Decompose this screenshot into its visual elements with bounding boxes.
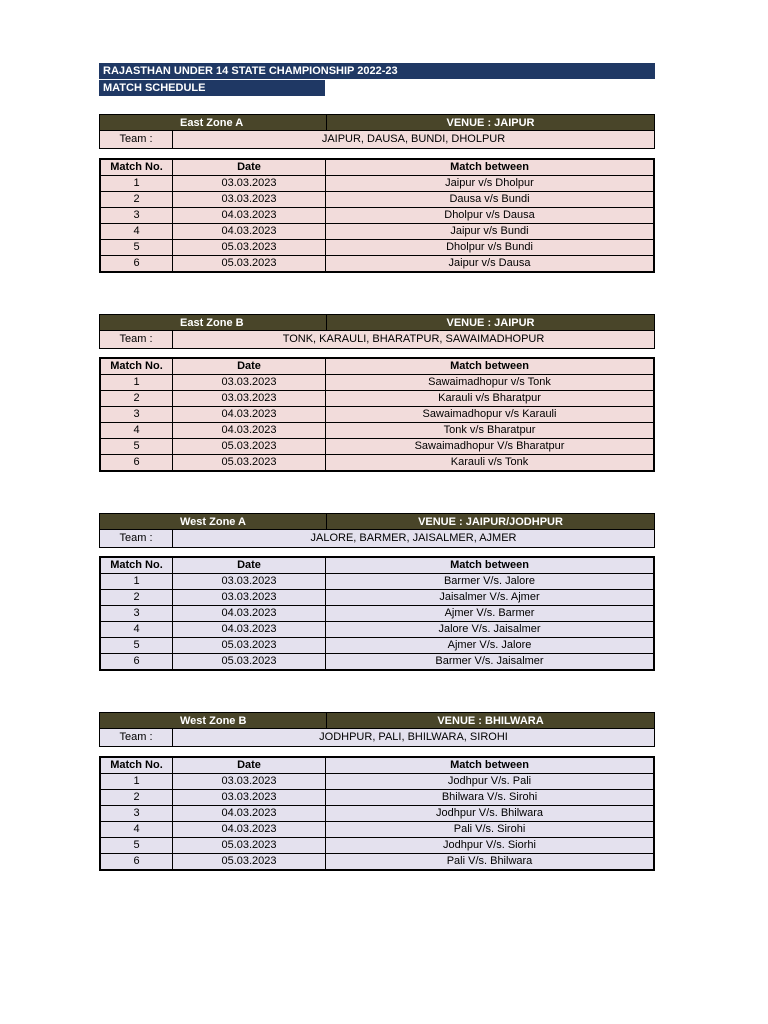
cell-match-no: 5 — [100, 638, 173, 654]
cell-match-between: Bhilwara V/s. Sirohi — [326, 790, 655, 806]
cell-match-no: 6 — [100, 455, 173, 472]
table-row — [100, 654, 654, 671]
cell-date: 03.03.2023 — [173, 375, 326, 391]
cell-match-between: Sawaimadhopur V/s Bharatpur — [326, 439, 655, 455]
zone-header — [99, 314, 655, 331]
cell-match-no: 2 — [100, 590, 173, 606]
table-row — [100, 838, 654, 854]
table-row — [100, 574, 654, 590]
cell-match-no: 1 — [100, 574, 173, 590]
header-date: Date — [173, 557, 326, 574]
zone-venue: VENUE : JAIPUR/JODHPUR — [326, 514, 654, 529]
cell-date: 04.03.2023 — [173, 423, 326, 439]
header-date: Date — [173, 358, 326, 375]
cell-date: 05.03.2023 — [173, 256, 326, 273]
cell-match-between: Sawaimadhopur v/s Tonk — [326, 375, 655, 391]
table-row — [100, 790, 654, 806]
cell-match-no: 3 — [100, 606, 173, 622]
cell-match-no: 6 — [100, 256, 173, 273]
zone-header — [99, 513, 655, 530]
table-header-row — [100, 757, 654, 774]
cell-match-between: Dausa v/s Bundi — [326, 192, 655, 208]
cell-match-between: Karauli v/s Bharatpur — [326, 391, 655, 407]
page-title: RAJASTHAN UNDER 14 STATE CHAMPIONSHIP 2022-23 — [99, 63, 655, 79]
zone-venue: VENUE : JAIPUR — [326, 115, 654, 130]
cell-match-no: 2 — [100, 790, 173, 806]
table-row — [100, 176, 654, 192]
table-row — [100, 590, 654, 606]
cell-match-between: Jaipur v/s Dausa — [326, 256, 655, 273]
cell-match-no: 4 — [100, 423, 173, 439]
table-row — [100, 407, 654, 423]
cell-match-between: Dholpur v/s Bundi — [326, 240, 655, 256]
cell-date: 04.03.2023 — [173, 622, 326, 638]
cell-match-between: Jodhpur V/s. Bhilwara — [326, 806, 655, 822]
cell-match-between: Jodhpur V/s. Pali — [326, 774, 655, 790]
cell-match-between: Karauli v/s Tonk — [326, 455, 655, 472]
zone-venue: VENUE : JAIPUR — [326, 315, 654, 330]
team-label: Team : — [100, 131, 173, 148]
header-match-between: Match between — [326, 557, 655, 574]
table-row — [100, 192, 654, 208]
zone-name: East Zone A — [180, 117, 244, 129]
team-row — [99, 331, 655, 349]
team-row — [99, 729, 655, 747]
cell-match-no: 6 — [100, 854, 173, 871]
cell-date: 05.03.2023 — [173, 654, 326, 671]
team-label: Team : — [100, 729, 173, 746]
cell-date: 05.03.2023 — [173, 240, 326, 256]
cell-date: 03.03.2023 — [173, 590, 326, 606]
table-header-row — [100, 358, 654, 375]
cell-date: 04.03.2023 — [173, 606, 326, 622]
match-table — [99, 158, 655, 273]
header-match-between: Match between — [326, 159, 655, 176]
cell-match-between: Sawaimadhopur v/s Karauli — [326, 407, 655, 423]
cell-date: 03.03.2023 — [173, 192, 326, 208]
cell-date: 03.03.2023 — [173, 790, 326, 806]
header-date: Date — [173, 757, 326, 774]
table-row — [100, 622, 654, 638]
cell-date: 05.03.2023 — [173, 455, 326, 472]
header-match-no: Match No. — [100, 757, 173, 774]
cell-date: 03.03.2023 — [173, 574, 326, 590]
cell-match-no: 3 — [100, 407, 173, 423]
zone-header — [99, 114, 655, 131]
table-row — [100, 375, 654, 391]
table-row — [100, 806, 654, 822]
table-row — [100, 606, 654, 622]
zone-east-b — [99, 314, 655, 468]
table-row — [100, 391, 654, 407]
team-row — [99, 131, 655, 149]
cell-match-no: 5 — [100, 240, 173, 256]
cell-match-no: 3 — [100, 208, 173, 224]
cell-match-between: Pali V/s. Bhilwara — [326, 854, 655, 871]
cell-match-between: Tonk v/s Bharatpur — [326, 423, 655, 439]
table-header-row — [100, 557, 654, 574]
cell-date: 03.03.2023 — [173, 176, 326, 192]
table-row — [100, 224, 654, 240]
header-date: Date — [173, 159, 326, 176]
table-row — [100, 439, 654, 455]
cell-match-no: 1 — [100, 375, 173, 391]
cell-match-between: Jalore V/s. Jaisalmer — [326, 622, 655, 638]
cell-match-no: 5 — [100, 838, 173, 854]
table-row — [100, 638, 654, 654]
cell-match-between: Barmer V/s. Jaisalmer — [326, 654, 655, 671]
cell-match-between: Dholpur v/s Dausa — [326, 208, 655, 224]
header-match-no: Match No. — [100, 557, 173, 574]
team-list: JODHPUR, PALI, BHILWARA, SIROHI — [319, 731, 508, 743]
cell-date: 05.03.2023 — [173, 638, 326, 654]
zone-header — [99, 712, 655, 729]
match-table — [99, 556, 655, 671]
cell-match-between: Ajmer V/s. Jalore — [326, 638, 655, 654]
cell-date: 03.03.2023 — [173, 391, 326, 407]
cell-date: 04.03.2023 — [173, 822, 326, 838]
match-table — [99, 756, 655, 871]
cell-match-no: 1 — [100, 176, 173, 192]
cell-match-no: 4 — [100, 822, 173, 838]
cell-match-no: 2 — [100, 192, 173, 208]
table-row — [100, 822, 654, 838]
cell-match-no: 4 — [100, 224, 173, 240]
zone-venue: VENUE : BHILWARA — [326, 713, 654, 728]
cell-match-no: 1 — [100, 774, 173, 790]
table-row — [100, 208, 654, 224]
header-match-no: Match No. — [100, 159, 173, 176]
team-label: Team : — [100, 530, 173, 547]
header-match-no: Match No. — [100, 358, 173, 375]
table-row — [100, 256, 654, 273]
team-label: Team : — [100, 331, 173, 348]
cell-match-no: 2 — [100, 391, 173, 407]
cell-match-no: 4 — [100, 622, 173, 638]
zone-name: East Zone B — [180, 317, 244, 329]
table-header-row — [100, 159, 654, 176]
cell-match-between: Jodhpur V/s. Siorhi — [326, 838, 655, 854]
cell-match-between: Barmer V/s. Jalore — [326, 574, 655, 590]
header-match-between: Match between — [326, 757, 655, 774]
header-match-between: Match between — [326, 358, 655, 375]
cell-date: 05.03.2023 — [173, 854, 326, 871]
cell-date: 03.03.2023 — [173, 774, 326, 790]
zone-name: West Zone A — [180, 516, 247, 528]
cell-match-no: 5 — [100, 439, 173, 455]
cell-match-between: Jaipur v/s Bundi — [326, 224, 655, 240]
zone-west-a — [99, 513, 655, 667]
cell-match-between: Ajmer V/s. Barmer — [326, 606, 655, 622]
cell-date: 04.03.2023 — [173, 208, 326, 224]
table-row — [100, 854, 654, 871]
cell-date: 04.03.2023 — [173, 407, 326, 423]
cell-match-between: Jaisalmer V/s. Ajmer — [326, 590, 655, 606]
zone-name: West Zone B — [180, 715, 247, 727]
zone-west-b — [99, 712, 655, 867]
cell-match-between: Pali V/s. Sirohi — [326, 822, 655, 838]
match-table — [99, 357, 655, 472]
team-list: TONK, KARAULI, BHARATPUR, SAWAIMADHOPUR — [282, 333, 545, 345]
cell-match-no: 6 — [100, 654, 173, 671]
table-row — [100, 423, 654, 439]
table-row — [100, 455, 654, 472]
page-subtitle: MATCH SCHEDULE — [99, 80, 325, 96]
cell-match-between: Jaipur v/s Dholpur — [326, 176, 655, 192]
cell-date: 04.03.2023 — [173, 806, 326, 822]
cell-date: 04.03.2023 — [173, 224, 326, 240]
table-row — [100, 774, 654, 790]
team-list: JAIPUR, DAUSA, BUNDI, DHOLPUR — [321, 133, 506, 145]
team-list: JALORE, BARMER, JAISALMER, AJMER — [310, 532, 517, 544]
cell-date: 05.03.2023 — [173, 439, 326, 455]
team-row — [99, 530, 655, 548]
cell-match-no: 3 — [100, 806, 173, 822]
cell-date: 05.03.2023 — [173, 838, 326, 854]
zone-east-a — [99, 114, 655, 269]
table-row — [100, 240, 654, 256]
